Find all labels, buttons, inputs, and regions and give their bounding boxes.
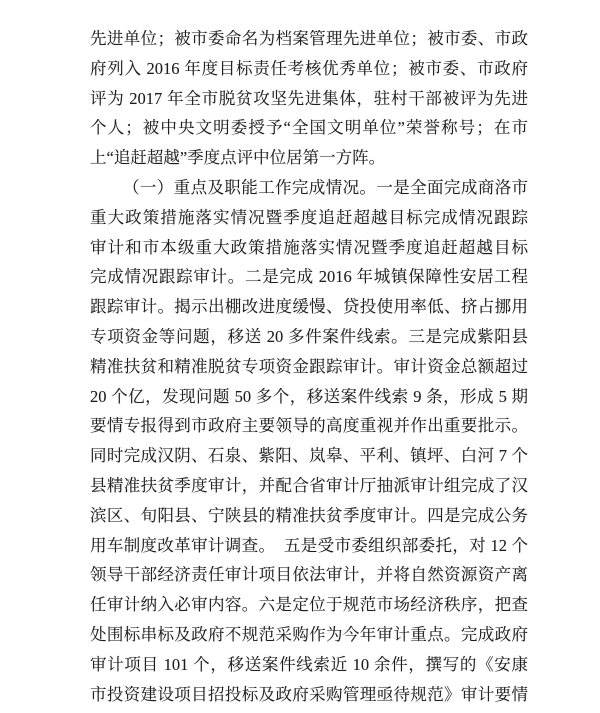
text-line: 市投资建设项目招投标及政府采购管理亟待规范》审计要情 — [90, 684, 528, 704]
text-line: 评为 2017 年全市脱贫攻坚先进集体，驻村干部被评为先进 — [90, 88, 528, 108]
text-line: 专项资金等问题，移送 20 多件案件线索。三是完成紫阳县 — [90, 326, 528, 346]
text-line: 领导干部经济责任审计项目依法审计，并将自然资源资产离 — [90, 565, 528, 585]
text-line: 先进单位；被市委命名为档案管理先进单位；被市委、市政 — [90, 29, 528, 48]
text-line: （一）重点及职能工作完成情况。一是全面完成商洛市 — [123, 177, 528, 197]
text-line: 重大政策措施落实情况暨季度追赶超越目标完成情况跟踪 — [90, 207, 528, 227]
text-line: 用车制度改革审计调查。 五是受市委组织部委托，对 12 个 — [90, 535, 528, 555]
text-line: 任审计纳入必审内容。六是定位于规范市场经济秩序，把查 — [90, 595, 528, 615]
text-line: 处围标串标及政府不规范采购作为今年审计重点。完成政府 — [90, 624, 528, 644]
text-line: 审计项目 101 个，移送案件线索近 10 余件，撰写的《安康 — [90, 654, 528, 674]
text-line: 上“追赶超越”季度点评中位居第一方阵。 — [90, 148, 386, 168]
text-line: 20 个亿，发现问题 50 多个，移送案件线索 9 条，形成 5 期 — [90, 386, 528, 406]
text-line: 县精准扶贫季度审计，并配合省审计厅抽派审计组完成了汉 — [90, 475, 528, 495]
text-line: 滨区、旬阳县、宁陕县的精准扶贫季度审计。四是完成公务 — [90, 505, 528, 525]
text-line: 要情专报得到市政府主要领导的高度重视并作出重要批示。 — [90, 416, 528, 436]
text-line: 完成情况跟踪审计。二是完成 2016 年城镇保障性安居工程 — [90, 267, 528, 287]
text-line: 同时完成汉阴、石泉、紫阳、岚皋、平利、镇坪、白河 7 个 — [90, 446, 528, 466]
text-line: 审计和市本级重大政策措施落实情况暨季度追赶超越目标 — [90, 237, 528, 257]
text-line: 精准扶贫和精准脱贫专项资金跟踪审计。审计资金总额超过 — [90, 356, 528, 376]
text-line: 个人；被中央文明委授予“全国文明单位”荣誉称号；在市 — [90, 118, 528, 138]
document-text-block — [90, 24, 528, 709]
text-line: 府列入 2016 年度目标责任考核优秀单位；被市委、市政府 — [90, 58, 528, 78]
text-line: 跟踪审计。揭示出棚改进度缓慢、贷投使用率低、挤占挪用 — [90, 297, 528, 317]
